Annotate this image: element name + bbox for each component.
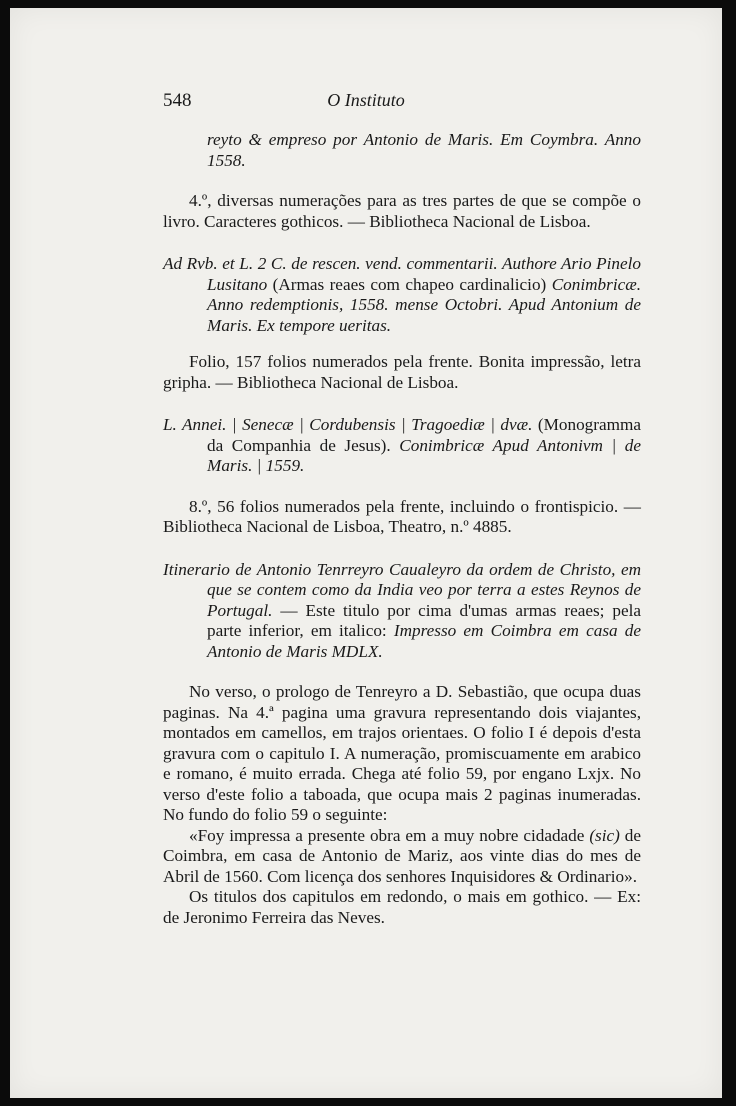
closing-paragraph: Os titulos dos capitulos em redondo, o mais em gothico. — Ex: de Jeronimo Ferreira das Neves.	[163, 887, 641, 927]
entry-note: — Este titulo por cima d'umas armas reaes; pela parte inferior, em italico:	[207, 600, 641, 640]
entry-imprint: Conimbricæ. Anno redemptionis, 1558. mense Octobri. Apud Antonium de Maris. Ex tempore ueritas.	[207, 274, 641, 335]
entry-note: (Armas reaes com chapeo cardinalicio)	[267, 274, 552, 294]
page-number: 548	[163, 90, 192, 111]
entry-continuation: reyto & empreso por Antonio de Maris. Em Coymbra. Anno 1558.	[207, 130, 641, 170]
running-head	[10, 90, 722, 114]
running-title: O Instituto	[327, 90, 405, 110]
quotation-text: de Coimbra, em casa de Antonio de Mariz, aos vinte dias do mes de Abril de 1560. Com licença dos senhores Inquisidores & Ordinario».	[163, 825, 641, 886]
quotation-text: «Foy impressa a presente obra em a muy nobre cidadade	[189, 825, 590, 845]
quotation-paragraph	[163, 826, 641, 888]
entry-imprint: Impresso em Coimbra em casa de Antonio de Maris MDLX.	[207, 621, 641, 661]
entry-title: Ad Rvb. et L. 2 C. de rescen. vend. commentarii. Authore Ario Pinelo Lusitano	[163, 254, 641, 294]
bibliographic-entry	[163, 560, 641, 663]
description-paragraph: 8.º, 56 folios numerados pela frente, incluindo o frontispicio. — Bibliotheca Nacional de Lisboa, Theatro, n.º 4885.	[163, 496, 641, 536]
bibliographic-entry	[163, 415, 641, 477]
description-paragraph: 4.º, diversas numerações para as tres partes de que se compõe o livro. Caracteres gothicos. — Bibliotheca Nacional de Lisboa.	[163, 191, 641, 231]
entry-imprint: Conimbricæ Apud Antonivm | de Maris. | 1559.	[207, 435, 641, 475]
sic-note: (sic)	[589, 825, 620, 845]
entry-title: L. Annei. | Senecæ | Cordubensis | Tragoediæ | dvæ.	[163, 415, 533, 434]
page-body	[163, 130, 641, 928]
entry-note: (Monogramma da Companhia de Jesus).	[207, 415, 641, 455]
book-page	[10, 8, 722, 1098]
description-paragraph: No verso, o prologo de Tenreyro a D. Sebastião, que ocupa duas paginas. Na 4.ª pagina uma gravura representando dois viajantes, montados em camellos, em trajos orientaes. O folio I é depois d'esta gravura com o capitulo I. A numeração, promiscuamente em arabico e romano, é muito errada. Chega até folio 59, por engano Lxjx. No verso d'este folio a taboada, que ocupa mais 2 paginas inumeradas. No fundo do folio 59 o seguinte:	[163, 682, 641, 824]
bibliographic-entry	[163, 254, 641, 336]
description-paragraph: Folio, 157 folios numerados pela frente. Bonita impressão, letra gripha. — Bibliotheca Nacional de Lisboa.	[163, 352, 641, 392]
entry-title: Itinerario de Antonio Tenrreyro Caualeyro da ordem de Christo, em que se contem como da India veo por terra a estes Reynos de Portugal.	[163, 559, 641, 620]
